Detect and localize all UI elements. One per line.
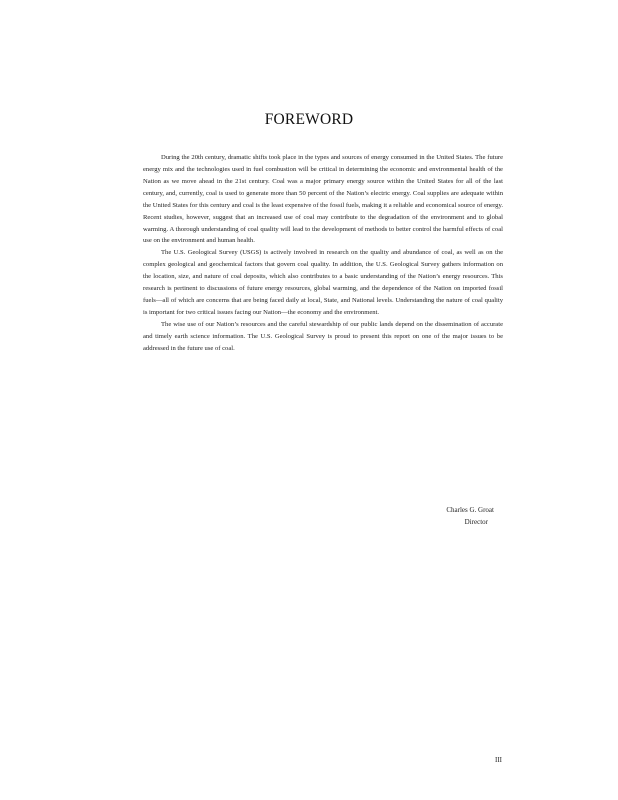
page-number: III xyxy=(495,756,502,764)
signatory-name: Charles G. Groat xyxy=(446,506,494,514)
signature-block xyxy=(446,504,494,528)
paragraph-1: During the 20th century, dramatic shifts took place in the types and sources of energy consumed in the United States. The future energy mix and the technologies used in fuel combustion will be critical in determining the economic and environmental health of the Nation as we move ahead in the 21st century. Coal was a major primary energy source within the United States for all of the last century, and, currently, coal is used to generate more than 50 percent of the Nation’s electric energy. Coal supplies are adequate within the United States for this century and coal is the least expensive of the fossil fuels, making it a reliable and economical source of energy. Recent studies, however, suggest that an increased use of coal may contribute to the degradation of the environment and to global warming. A thorough understanding of coal quality will lead to the development of methods to better control the harmful effects of coal use on the environment and human health. xyxy=(143,154,503,245)
signatory-title: Director xyxy=(464,518,488,526)
page-title: FOREWORD xyxy=(264,111,354,128)
foreword-body xyxy=(143,152,503,355)
paragraph-2: The U.S. Geological Survey (USGS) is actively involved in research on the quality and abundance of coal, as well as on the complex geological and geochemical factors that govern coal quality. In addition, the U.S. Geological Survey gathers information on the location, size, and nature of coal deposits, which also contributes to a basic understanding of the Nation’s energy resources. This research is pertinent to discussions of future energy resources, global warming, and the dependence of the Nation on imported fossil fuels—all of which are concerns that are being faced daily at local, State, and National levels. Understanding the nature of coal quality is important for two critical issues facing our Nation—the economy and the environment. xyxy=(143,249,503,316)
paragraph-3: The wise use of our Nation’s resources and the careful stewardship of our public lands depend on the dissemination of accurate and timely earth science information. The U.S. Geological Survey is proud to present this report on one of the major issues to be addressed in the future use of coal. xyxy=(143,320,503,352)
